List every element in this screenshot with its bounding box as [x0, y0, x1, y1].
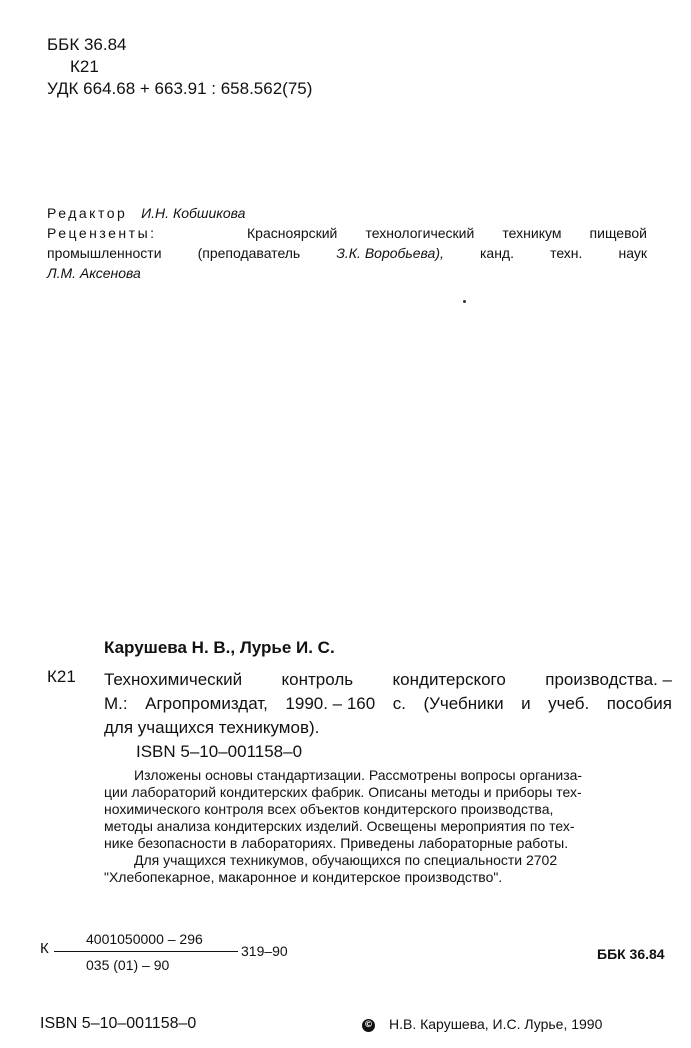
editor-label: Редактор	[47, 205, 128, 221]
editor-line	[47, 203, 647, 223]
abstract-line: нике безопасности в лабораториях. Приведены лабораторные работы.	[104, 835, 569, 851]
copyright-text: Н.В. Карушева, И.С. Лурье, 1990	[389, 1016, 603, 1032]
abstract-line: "Хлебопекарное, макаронное и кондитерское производство".	[104, 869, 503, 885]
copyright-line	[362, 1016, 602, 1032]
abstract-line: нохимического контроля всех объектов кондитерского производства,	[104, 801, 554, 817]
reviewers-label: Рецензенты:	[47, 225, 157, 241]
classification-block	[47, 34, 312, 100]
reviewers-line-2: промышленности (преподаватель З.К. Воробьева), канд. техн. наук	[47, 245, 647, 261]
editor-name: И.Н. Кобшикова	[141, 205, 246, 221]
credits-block	[47, 203, 647, 283]
publisher-line: М.: Агропромиздат, 1990. – 160 с. (Учебники и учеб. пособия	[104, 694, 672, 713]
title-line: Технохимический контроль кондитерского производства. –	[104, 670, 672, 689]
abstract-line: Изложены основы стандартизации. Рассмотрены вопросы организа-	[134, 767, 583, 783]
k-letter: К	[40, 940, 49, 957]
authors-heading: Карушева Н. В., Лурье И. С.	[104, 638, 335, 657]
bbk-footer: ББК 36.84	[597, 946, 665, 962]
reviewers-line-3: Л.М. Аксенова	[47, 265, 141, 281]
abstract-line: методы анализа кондитерских изделий. Освещены мероприятия по тех-	[104, 818, 575, 834]
reviewers-line-1	[47, 223, 647, 243]
bibliographic-record	[104, 668, 672, 764]
code-denominator: 035 (01) – 90	[86, 957, 170, 973]
bbk-code: ББК 36.84	[47, 35, 127, 54]
isbn-line: ISBN 5–10–001158–0	[136, 742, 303, 761]
copyright-icon: ©	[364, 1019, 373, 1030]
series-line: для учащихся техникумов).	[104, 718, 320, 737]
fraction-bar	[54, 951, 238, 952]
print-speck	[463, 300, 466, 303]
code-suffix: 319–90	[241, 943, 288, 959]
reviewer-org-part1: Красноярский технологический техникум пищевой	[247, 225, 647, 241]
abstract-line: Для учащихся техникумов, обучающихся по специальности 2702	[134, 852, 558, 868]
isbn-footer: ISBN 5–10–001158–0	[40, 1015, 197, 1032]
class-code: К21	[47, 667, 76, 686]
abstract	[104, 767, 672, 886]
udk-code: УДК 664.68 + 663.91 : 658.562(75)	[47, 79, 313, 98]
code-numerator: 4001050000 – 296	[86, 931, 203, 947]
abstract-line: ции лабораторий кондитерских фабрик. Описаны методы и приборы тех-	[104, 784, 582, 800]
author-sign-code: К21	[70, 57, 99, 76]
